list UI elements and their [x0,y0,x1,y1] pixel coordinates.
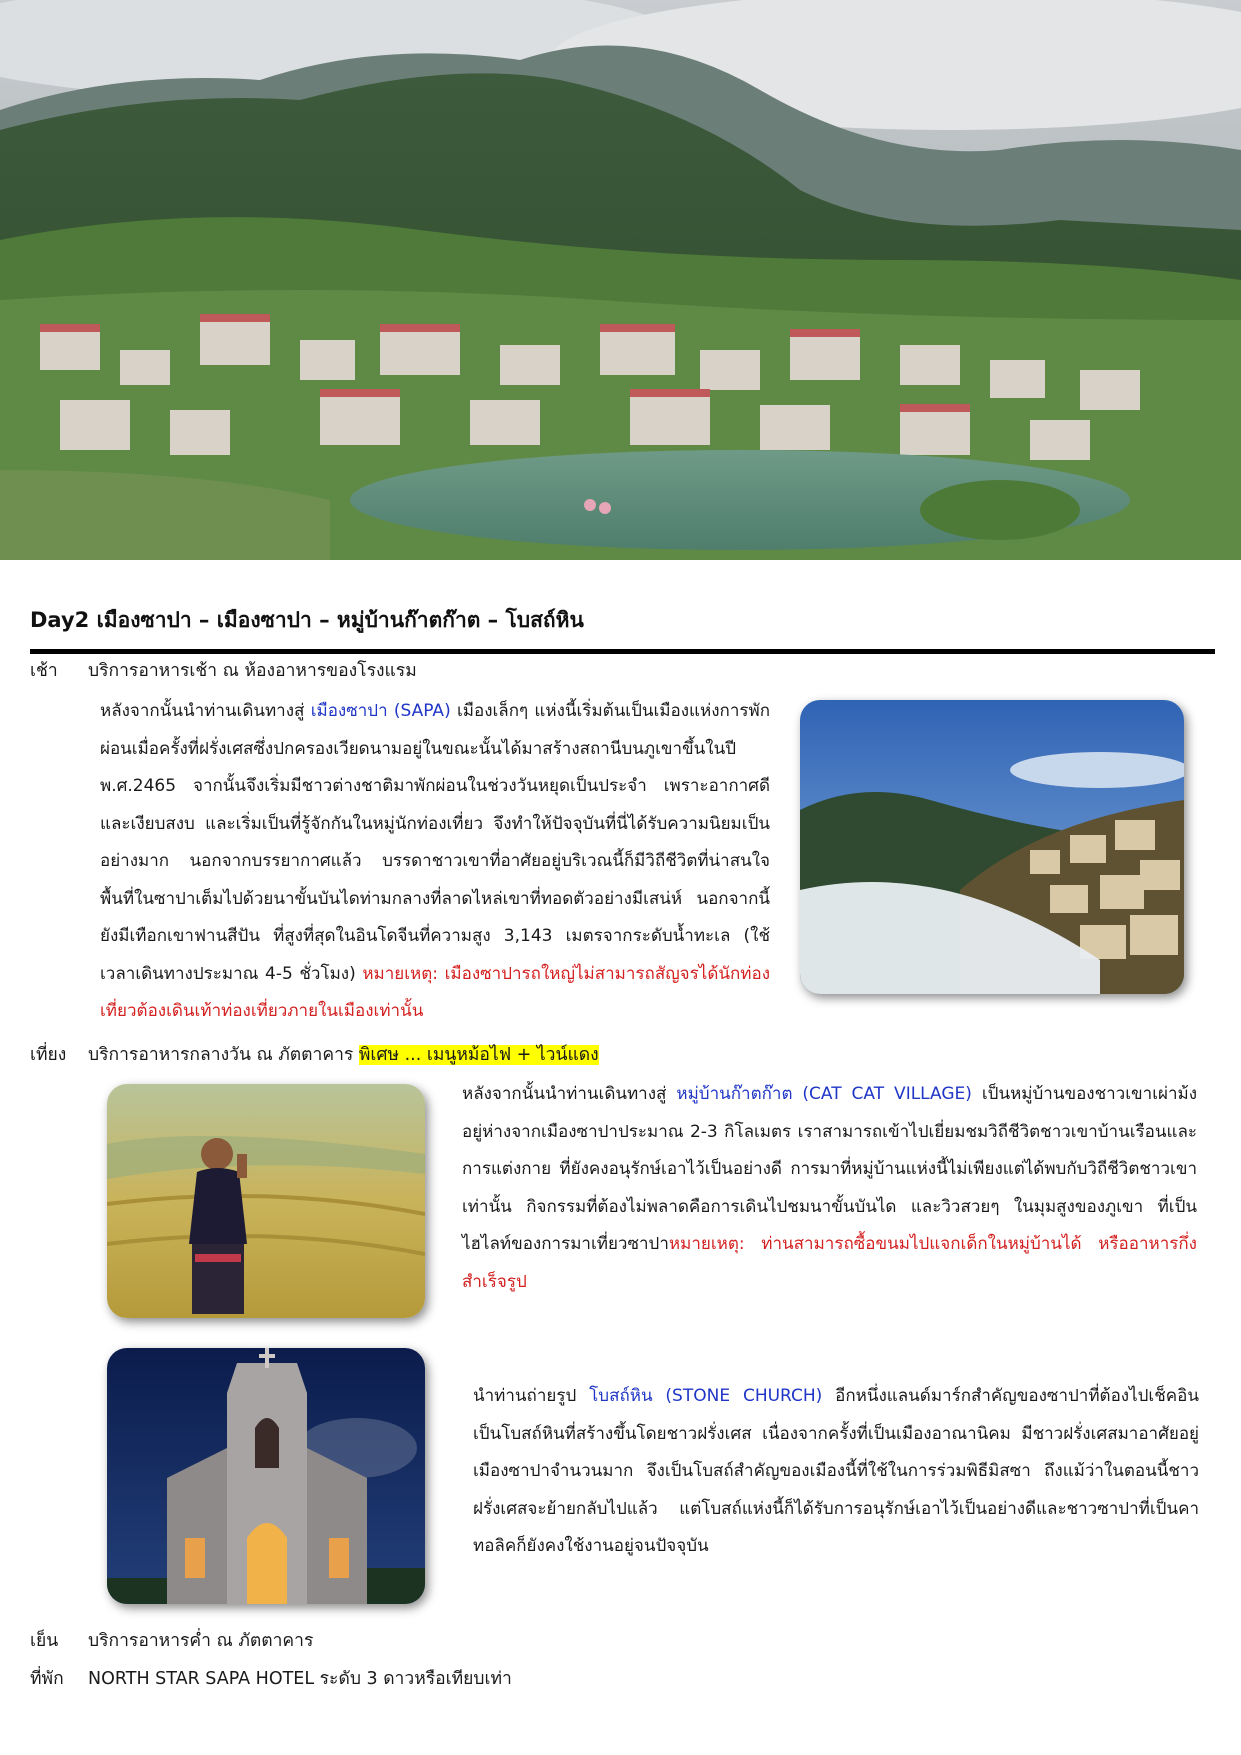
lunch-special-highlight: พิเศษ ... เมนูหม้อไฟ + ไวน์แดง [358,1045,599,1065]
hero-photo-sapa-town [0,0,1241,560]
dinner-label: เย็น [30,1631,59,1651]
breakfast-text: บริการอาหารเช้า ณ ห้องอาหารของโรงแรม [88,661,417,681]
day-heading: Day2 เมืองซาปา – เมืองซาปา – หมู่บ้านก๊าตก๊าต – โบสถ์หิน [30,608,584,632]
church-place-name: โบสถ์หิน (STONE CHURCH) [589,1386,823,1406]
hotel-text: NORTH STAR SAPA HOTEL ระดับ 3 ดาวหรือเทียบเท่า [88,1669,512,1689]
lunch-label: เที่ยง [30,1045,67,1065]
sapa-body: เมืองเล็กๆ แห่งนี้เริ่มต้นเป็นเมืองแห่งการพักผ่อนเมื่อครั้งที่ฝรั่งเศสซึ่งปกครองเวียดนามอยู่ในขณะนั้นได้มาสร้างสถานีบนภูเขาขึ้นในปี พ.ศ.2465 จากนั้นจึงเริ่มมีชาวต่างชาติมาพักผ่อนในช่วงวันหยุดเป็นประจำ เพราะอากาศดีและเงียบสงบ และเริ่มเป็นที่รู้จักกันในหมู่นักท่องเที่ยว จึงทำให้ปัจจุบันที่นี่ได้รับความนิยมเป็นอย่างมาก นอกจากบรรยากาศแล้ว บรรดาชาวเขาที่อาศัยอยู่บริเวณนี้ก็มีวิถีชีวิตที่น่าสนใจ พื้นที่ในซาปาเต็มไปด้วยนาขั้นบันไดท่ามกลางที่ลาดไหล่เขาที่ทอดตัวอย่างมีเสน่ห์ นอกจากนี้ยังมีเทือกเขาฟานสีปัน ที่สูงที่สุดในอินโดจีนที่ความสูง 3,143 เมตรจากระดับน้ำทะเล (ใช้เวลาเดินทางประมาณ 4-5 ชั่วโมง) [100,701,770,984]
sapa-note: หมายเหตุ: เมืองซาปารถใหญ่ไม่สามารถสัญจรได้นักท่องเที่ยวต้องเดินเท้าท่องเที่ยวภายในเมืองเท่านั้น [100,963,770,1021]
church-intro: นำท่านถ่ายรูป [473,1386,590,1406]
sapa-intro: หลังจากนั้นนำท่านเดินทางสู่ [100,701,311,721]
catcat-paragraph [462,1076,1197,1301]
photo-stone-church [107,1348,425,1604]
catcat-intro: หลังจากนั้นนำท่านเดินทางสู่ [462,1084,677,1104]
catcat-note: หมายเหตุ: ท่านสามารถซื้อขนมไปแจกเด็กในหมู่บ้านได้ หรืออาหารกึ่งสำเร็จรูป [462,1234,1197,1292]
church-paragraph [473,1378,1199,1566]
hotel-label: ที่พัก [30,1669,64,1689]
breakfast-label: เช้า [30,661,58,681]
sapa-place-name: เมืองซาปา (SAPA) [310,701,451,721]
sapa-paragraph [100,693,770,1031]
lunch-text: บริการอาหารกลางวัน ณ ภัตตาคาร [88,1045,359,1065]
heading-divider [30,649,1215,654]
catcat-body: เป็นหมู่บ้านของชาวเขาเผ่าม้ง อยู่ห่างจากเมืองซาปาประมาณ 2-3 กิโลเมตร เราสามารถเข้าไปเยี่ยมชมวิถีชีวิตชาวเขาบ้านเรือนและการแต่งกาย ที่ยังคงอนุรักษ์เอาไว้เป็นอย่างดี การมาที่หมู่บ้านแห่งนี้ไม่เพียงแต่ได้พบกับวิถีชีวิตชาวเขาเท่านั้น กิจกรรมที่ต้องไม่พลาดคือการเดินไปชมนาขั้นบันได และวิวสวยๆ ในมุมสูงของภูเขา ที่เป็นไฮไลท์ของการมาเที่ยวซาปา [462,1084,1198,1254]
photo-sapa-mist [800,700,1184,994]
dinner-text: บริการอาหารค่ำ ณ ภัตตาคาร [88,1631,314,1651]
church-body: อีกหนึ่งแลนด์มาร์กสำคัญของซาปาที่ต้องไปเช็คอิน เป็นโบสถ์หินที่สร้างขึ้นโดยชาวฝรั่งเศส เนื่องจากครั้งที่เป็นเมืองอาณานิคม มีชาวฝรั่งเศสมาอาศัยอยู่เมืองซาปาจำนวนมาก จึงเป็นโบสถ์สำคัญของเมืองนี้ที่ใช้ในการร่วมพิธีมิสซา ถึงแม้ว่าในตอนนี้ชาวฝรั่งเศสจะย้ายกลับไปแล้ว แต่โบสถ์แห่งนี้ก็ได้รับการอนุรักษ์เอาไว้เป็นอย่างดีและชาวซาปาที่เป็นคาทอลิคก็ยังคงใช้งานอยู่จนปัจจุบัน [473,1386,1199,1556]
catcat-place-name: หมู่บ้านก๊าตก๊าต (CAT CAT VILLAGE) [676,1084,972,1104]
photo-hmong-girl [107,1084,425,1318]
